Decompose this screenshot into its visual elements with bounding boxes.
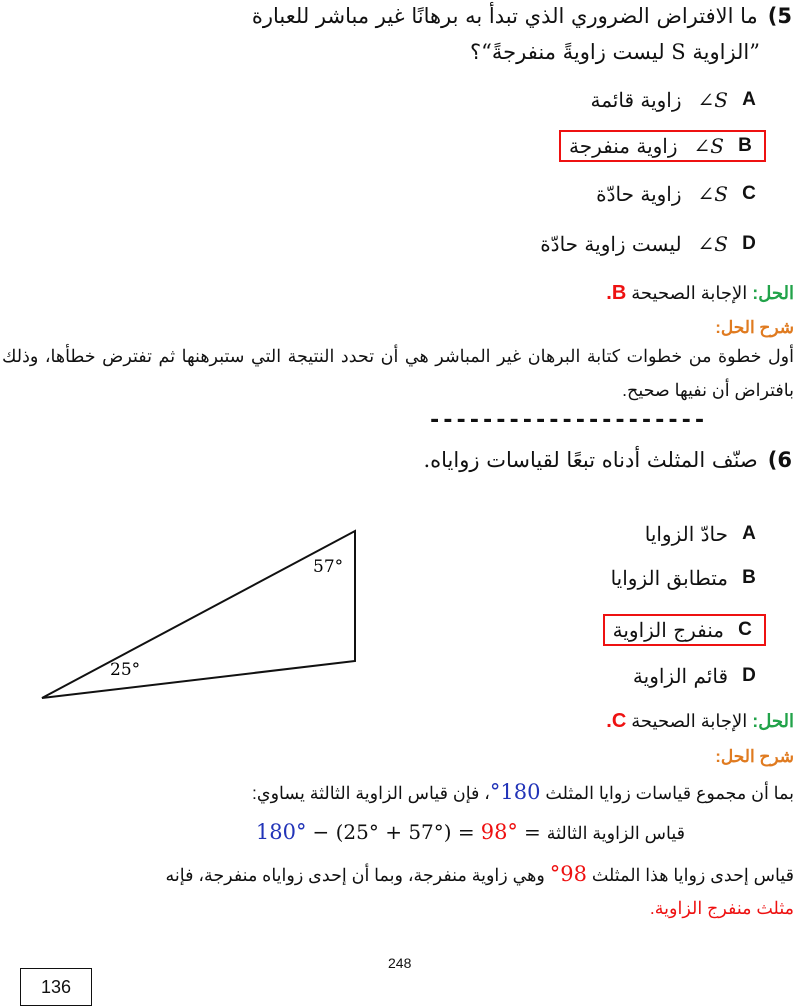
- option-text: زاوية منفرجة: [569, 134, 678, 158]
- option-letter: C: [742, 183, 756, 204]
- option-letter: A: [742, 89, 756, 110]
- option-text: قائم الزاوية: [632, 664, 728, 688]
- option-text: زاوية قائمة: [590, 88, 682, 112]
- explanation-text: أول خطوة من خطوات كتابة البرهان غير المباشر هي أن تحدد النتيجة التي ستبرهنها ثم تفترض خطأها، وذلك بافتراض أن نفيها صحيح.: [2, 346, 794, 400]
- option-letter: B: [738, 135, 752, 156]
- explanation-label: شرح الحل:: [715, 747, 794, 766]
- divider: ---------------------: [428, 408, 707, 433]
- equation-label: قياس الزاوية الثالثة: [546, 823, 685, 843]
- option-a[interactable]: [591, 88, 761, 112]
- option-letter: C: [738, 619, 752, 640]
- text-fragment: وهي زاوية منفرجة، وبما أن إحدى زواياه منفرجة، فإنه: [165, 865, 545, 885]
- question-text: صنّف المثلث أدناه تبعًا لقياسات زواياه.: [423, 448, 758, 472]
- triangle-shape: [42, 531, 355, 698]
- option-text: منفرج الزاوية: [612, 618, 724, 642]
- angle-symbol: ∠S: [697, 182, 728, 206]
- equation-middle: − (25° + 57°) =: [312, 820, 475, 844]
- angle-symbol: ∠S: [693, 134, 724, 158]
- text-fragment: ، فإن قياس الزاوية الثالثة يساوي:: [252, 783, 490, 803]
- angle-symbol: ∠S: [697, 232, 728, 256]
- question-number: 6): [767, 448, 792, 472]
- explanation-label: شرح الحل:: [715, 318, 794, 337]
- option-d[interactable]: [540, 232, 760, 256]
- solution-answer: C: [611, 710, 627, 732]
- solution-text: الإجابة الصحيحة: [631, 283, 748, 303]
- option-letter: B: [742, 567, 756, 588]
- solution-answer: B: [611, 282, 627, 304]
- option-c[interactable]: [596, 182, 760, 206]
- page-number: 248: [388, 955, 412, 971]
- option-b[interactable]: [559, 130, 766, 162]
- equation: [256, 820, 685, 844]
- option-text: ليست زاوية حادّة: [540, 232, 682, 256]
- solution-label: الحل:: [752, 711, 794, 731]
- explanation-line1: [252, 780, 794, 804]
- solution-text: الإجابة الصحيحة: [631, 711, 748, 731]
- question-number: 5): [767, 4, 792, 28]
- question-5-header: [12, 4, 792, 28]
- angle-label-57: 57°: [313, 557, 344, 577]
- text-fragment: بما أن مجموع قياسات زوايا المثلث: [545, 783, 794, 803]
- value-180: 180°: [489, 780, 541, 804]
- solution-label: الحل:: [752, 283, 794, 303]
- option-letter: D: [742, 233, 756, 254]
- equals-sign: =: [523, 820, 541, 844]
- solution-line: الحل: الإجابة الصحيحة B.: [606, 282, 794, 304]
- angle-symbol: ∠S: [697, 88, 728, 112]
- option-b[interactable]: [611, 566, 760, 590]
- value-98: 98°: [549, 862, 587, 886]
- question-text-line2: ”الزاوية S ليست زاويةً منفرجةً“؟: [470, 40, 760, 64]
- question-text: ما الافتراض الضروري الذي تبدأ به برهانًا غير مباشر للعبارة: [251, 4, 758, 28]
- option-d[interactable]: [633, 664, 760, 688]
- option-letter: D: [742, 665, 756, 686]
- text-fragment: قياس إحدى زوايا هذا المثلث: [591, 865, 794, 885]
- explanation-conclusion: مثلث منفرج الزاوية.: [649, 898, 794, 918]
- question-6-header: [423, 448, 792, 472]
- option-c[interactable]: [603, 614, 766, 646]
- option-text: حادّ الزوايا: [644, 522, 728, 546]
- option-text: متطابق الزوايا: [610, 566, 728, 590]
- option-a[interactable]: [645, 522, 760, 546]
- value-180: 180°: [255, 820, 307, 844]
- option-letter: A: [742, 523, 756, 544]
- angle-label-25: 25°: [110, 660, 141, 680]
- value-98: 98°: [480, 820, 518, 844]
- solution-line: الحل: الإجابة الصحيحة C.: [606, 710, 794, 732]
- option-text: زاوية حادّة: [596, 182, 682, 206]
- triangle-figure: [30, 520, 370, 710]
- explanation-line3: [2, 862, 794, 886]
- page-number-box-text: 136: [40, 976, 72, 997]
- page-number-box: [20, 968, 92, 1006]
